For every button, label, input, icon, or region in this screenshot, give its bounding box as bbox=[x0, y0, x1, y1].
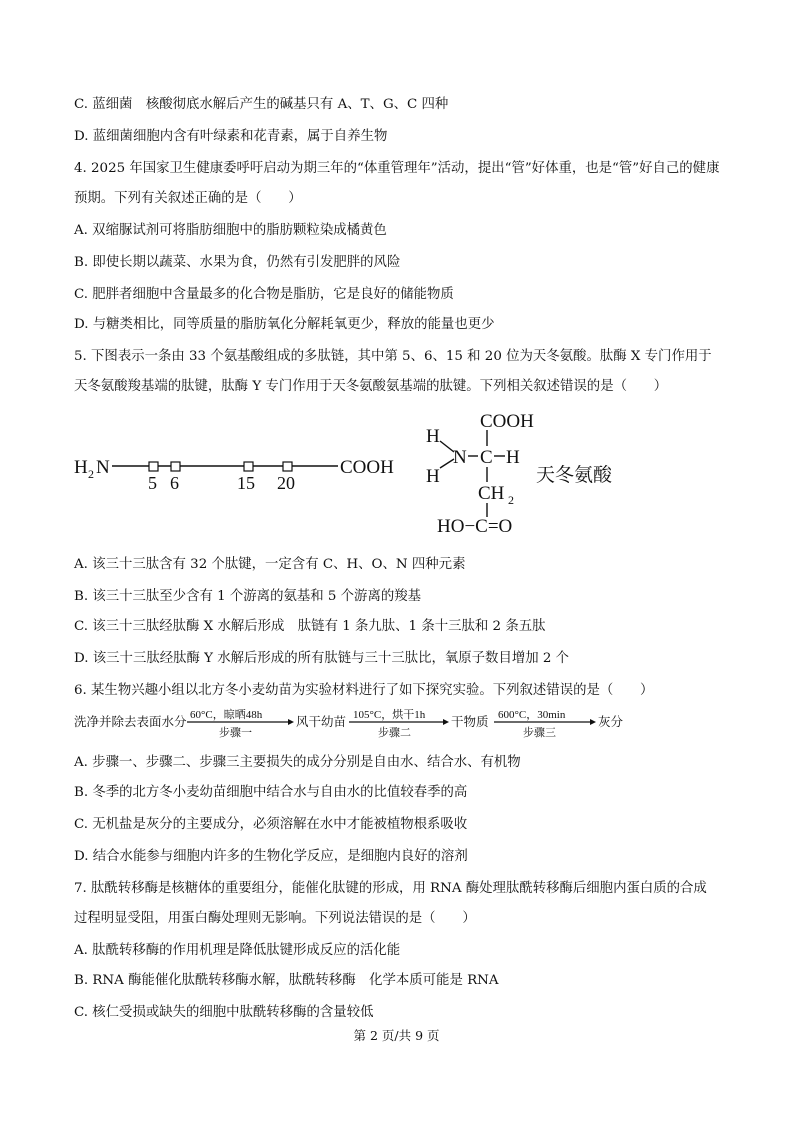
aspartate-ch2-subscript: 2 bbox=[508, 493, 514, 507]
option-6d: D. 结合水能参与细胞内许多的生物化学反应，是细胞内良好的溶剂 bbox=[74, 849, 468, 864]
amino-end-subscript: 2 bbox=[88, 467, 94, 481]
aspartate-n: N bbox=[453, 447, 467, 468]
amino-end-n: N bbox=[96, 457, 110, 478]
flow-arrowhead-2 bbox=[443, 719, 449, 725]
position-label-6: 6 bbox=[170, 473, 179, 493]
aspartate-h-lower: H bbox=[426, 466, 440, 487]
option-3c: C. 蓝细菌 核酸彻底水解后产生的碱基只有 A、T、G、C 四种 bbox=[74, 97, 449, 112]
option-3d: D. 蓝细菌细胞内含有叶绿素和花青素，属于自养生物 bbox=[74, 129, 388, 144]
question-6-stem: 6. 某生物兴趣小组以北方冬小麦幼苗为实验材料进行了如下探究实验。下列叙述错误的是（ ） bbox=[74, 683, 654, 698]
option-4a: A. 双缩脲试剂可将脂肪细胞中的脂肪颗粒染成橘黄色 bbox=[74, 223, 387, 238]
flow-mid2: 干物质 bbox=[451, 715, 489, 729]
flow-step3-label: 步骤三 bbox=[523, 727, 556, 739]
option-7c: C. 核仁受损或缺失的细胞中肽酰转移酶的含量较低 bbox=[74, 1005, 374, 1020]
option-7b: B. RNA 酶能催化肽酰转移酶水解，肽酰转移酶 化学本质可能是 RNA bbox=[74, 973, 499, 988]
flow-arrowhead-1 bbox=[288, 719, 294, 725]
option-6b: B. 冬季的北方冬小麦幼苗细胞中结合水与自由水的比值较春季的高 bbox=[74, 785, 468, 800]
question-4-stem-2: 预期。下列有关叙述正确的是（ ） bbox=[74, 191, 302, 206]
flow-step2-label: 步骤二 bbox=[378, 727, 411, 739]
question-5-stem-1: 5. 下图表示一条由 33 个氨基酸组成的多肽链，其中第 5、6、15 和 20 位为天冬氨酸。肽酶 X 专门作用于 bbox=[74, 349, 712, 364]
page-footer: 第 2 页/共 9 页 bbox=[353, 1028, 440, 1043]
flow-step1-label: 步骤一 bbox=[219, 727, 252, 739]
question-4-stem-1: 4. 2025 年国家卫生健康委呼吁启动为期三年的“体重管理年”活动，提出“管”好体重，也是“管”好自己的健康 bbox=[74, 161, 720, 176]
aspartate-name: 天冬氨酸 bbox=[536, 465, 613, 486]
flow-step1-condition: 60°C，晾晒48h bbox=[190, 709, 263, 721]
aspartate-side-carboxyl: HO−C=O bbox=[437, 516, 513, 537]
option-7a: A. 肽酰转移酶的作用机理是降低肽键形成反应的活化能 bbox=[74, 943, 401, 958]
option-4b: B. 即使长期以蔬菜、水果为食，仍然有引发肥胖的风险 bbox=[74, 255, 401, 270]
option-5b: B. 该三十三肽至少含有 1 个游离的氨基和 5 个游离的羧基 bbox=[74, 589, 422, 604]
option-5a: A. 该三十三肽含有 32 个肽键，一定含有 C、H、O、N 四种元素 bbox=[74, 557, 466, 572]
question-5-stem-2: 天冬氨酸羧基端的肽键，肽酶 Y 专门作用于天冬氨酸氨基端的肽键。下列相关叙述错误的是（ ） bbox=[74, 379, 668, 394]
option-6a: A. 步骤一、步骤二、步骤三主要损失的成分分别是自由水、结合水、有机物 bbox=[74, 755, 521, 770]
flow-end: 灰分 bbox=[598, 715, 624, 729]
question-7-stem-1: 7. 肽酰转移酶是核糖体的重要组分，能催化肽键的形成，用 RNA 酶处理肽酰转移酶后细胞内蛋白质的合成 bbox=[74, 881, 707, 896]
aspartate-c-alpha: C bbox=[480, 447, 493, 468]
amino-end-h: H bbox=[74, 457, 88, 478]
option-4d: D. 与糖类相比，同等质量的脂肪氧化分解耗氧更少，释放的能量也更少 bbox=[74, 317, 495, 332]
option-4c: C. 肥胖者细胞中含量最多的化合物是脂肪，它是良好的储能物质 bbox=[74, 287, 454, 302]
carboxyl-end: COOH bbox=[340, 457, 394, 478]
flow-arrowhead-3 bbox=[590, 719, 596, 725]
flow-mid1: 风干幼苗 bbox=[296, 715, 347, 729]
position-label-5: 5 bbox=[148, 473, 157, 493]
aspartate-h-right: H bbox=[506, 447, 520, 468]
position-label-20: 20 bbox=[277, 473, 295, 493]
option-5c: C. 该三十三肽经肽酶 X 水解后形成 肽链有 1 条九肽、1 条十三肽和 2 条五肽 bbox=[74, 619, 546, 634]
aspartate-h-upper: H bbox=[426, 426, 440, 447]
flow-step2-condition: 105°C，烘干1h bbox=[353, 709, 426, 721]
position-label-15: 15 bbox=[237, 473, 255, 493]
option-5d: D. 该三十三肽经肽酶 Y 水解后形成的所有肽链与三十三肽比，氧原子数目增加 2 个 bbox=[74, 651, 570, 666]
aspartate-top-cooh: COOH bbox=[480, 411, 534, 432]
flow-start: 洗净并除去表面水分 bbox=[74, 715, 187, 729]
question-7-stem-2: 过程明显受阻，用蛋白酶处理则无影响。下列说法错误的是（ ） bbox=[74, 911, 476, 926]
option-6c: C. 无机盐是灰分的主要成分，必须溶解在水中才能被植物根系吸收 bbox=[74, 817, 468, 832]
aspartate-ch2: CH bbox=[478, 483, 505, 504]
flow-step3-condition: 600°C，30min bbox=[498, 709, 566, 721]
